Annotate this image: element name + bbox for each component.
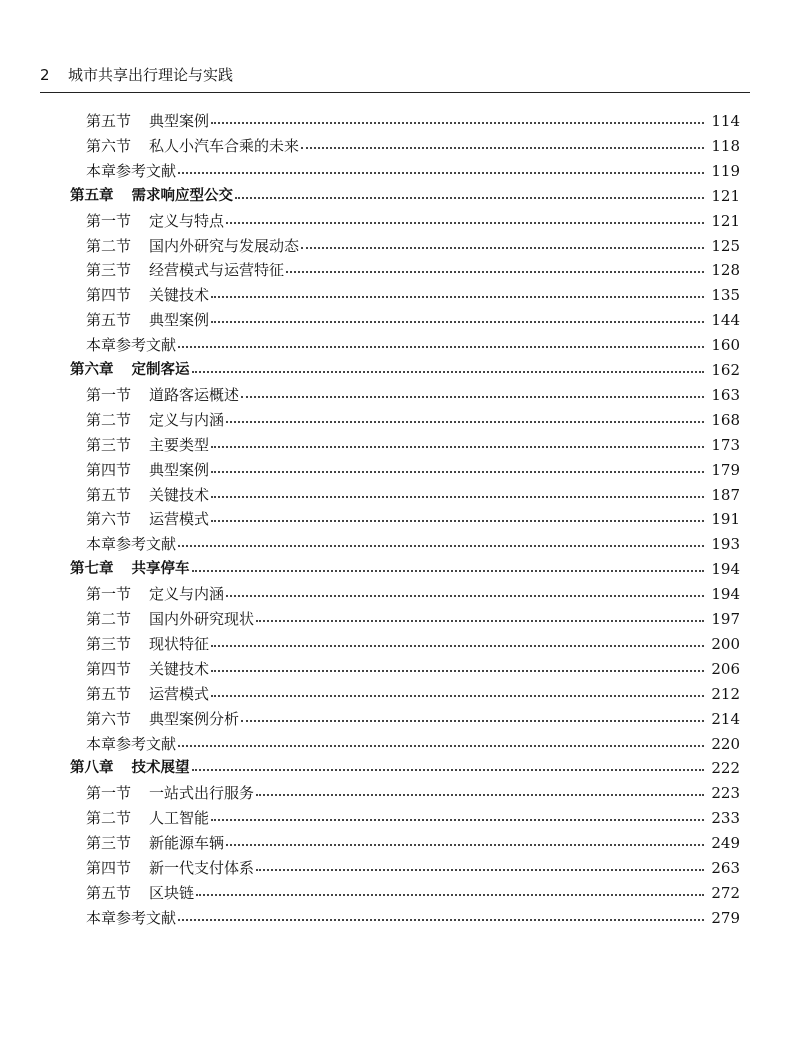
dot-leader: [178, 333, 704, 358]
toc-section-row: [86, 283, 740, 308]
toc-entry-title: 经营模式与运营特征: [149, 261, 285, 280]
dot-leader: [301, 234, 704, 259]
toc-entry-title: 关键技术: [149, 659, 210, 678]
dot-leader: [178, 732, 704, 757]
dot-leader: [211, 657, 704, 682]
toc-section-row: [86, 682, 740, 707]
toc-section-row: [86, 707, 740, 732]
toc-entry-number: 第三节: [86, 435, 132, 454]
dot-leader: [226, 831, 704, 856]
toc-entry-title: 主要类型: [149, 435, 210, 454]
toc-chapter-row: [70, 184, 740, 209]
dot-leader: [211, 433, 704, 458]
toc-page-number: 194: [711, 585, 740, 604]
toc-entry-number: 第一节: [86, 784, 132, 803]
dot-leader: [192, 756, 705, 781]
toc-chapter-row: [70, 557, 740, 582]
toc-page-number: 197: [711, 610, 740, 628]
toc-entry-number: 第一节: [86, 585, 132, 604]
toc-entry-title: 人工智能: [149, 809, 210, 828]
dot-leader: [256, 607, 704, 632]
toc-references-row: [86, 532, 740, 557]
toc-references-row: [86, 333, 740, 358]
dot-leader: [235, 184, 704, 209]
toc-entry-title: 典型案例: [149, 311, 210, 330]
toc-entry-title: 定制客运: [131, 362, 190, 378]
toc-references-row: [86, 732, 740, 757]
toc-page-number: 200: [711, 634, 740, 653]
toc-section-row: [86, 831, 740, 856]
toc-entry-number: 第一节: [86, 211, 132, 230]
dot-leader: [192, 358, 705, 383]
toc-entry-number: 第二节: [86, 809, 132, 828]
toc-entry-number: 第四节: [86, 286, 132, 305]
toc-section-row: [86, 258, 740, 283]
toc-page-number: 212: [711, 684, 740, 703]
toc-section-row: [86, 483, 740, 508]
dot-leader: [226, 582, 704, 607]
toc-section-row: [86, 806, 740, 831]
dot-leader: [178, 532, 704, 557]
toc-entry-number: 第二节: [86, 410, 132, 429]
toc-section-row: [86, 234, 740, 259]
toc-page-number: 233: [711, 809, 740, 828]
toc-section-row: [86, 856, 740, 881]
toc-entry-number: 第四节: [86, 460, 132, 479]
dot-leader: [286, 258, 704, 283]
toc-entry-title: 关键技术: [149, 485, 210, 504]
dot-leader: [241, 707, 704, 732]
dot-leader: [178, 159, 704, 184]
dot-leader: [211, 109, 704, 134]
dot-leader: [211, 632, 704, 657]
toc-entry-number: 第五节: [86, 883, 132, 902]
toc-entry-number: 第六节: [86, 510, 132, 529]
toc-entry-title: 典型案例: [149, 112, 210, 130]
toc-entry-title: 新一代支付体系: [149, 859, 255, 877]
dot-leader: [211, 458, 704, 483]
toc-page-number: 194: [711, 560, 740, 579]
dot-leader: [301, 134, 704, 159]
toc-entry-title: 一站式出行服务: [149, 784, 255, 803]
dot-leader: [192, 557, 705, 582]
toc-section-row: [86, 881, 740, 906]
dot-leader: [211, 507, 704, 532]
toc-page-number: 191: [711, 510, 740, 529]
dot-leader: [226, 209, 704, 234]
toc-page-number: 223: [711, 784, 740, 803]
toc-entry-title: 定义与内涵: [149, 585, 225, 604]
toc-page-number: 114: [711, 112, 740, 130]
toc-entry-number: 第六节: [86, 709, 132, 728]
toc-entry-title: 定义与内涵: [149, 410, 225, 429]
toc-page-number: 118: [711, 136, 740, 155]
toc-chapter-row: [70, 358, 740, 383]
toc-entry-title: 本章参考文献: [86, 734, 177, 753]
toc-page-number: 249: [711, 834, 740, 853]
toc-page-number: 128: [711, 261, 740, 280]
toc-entry-number: 第五章: [70, 187, 114, 204]
toc-section-row: [86, 781, 740, 806]
toc-page-number: 214: [711, 709, 740, 728]
toc-section-row: [86, 134, 740, 159]
toc-page-number: 193: [711, 535, 740, 554]
toc-page-number: 135: [711, 286, 740, 305]
toc-section-row: [86, 507, 740, 532]
toc-entry-title: 私人小汽车合乘的未来: [149, 136, 300, 155]
book-title: 城市共享出行理论与实践: [68, 66, 234, 84]
toc-entry-title: 典型案例分析: [149, 709, 240, 728]
dot-leader: [211, 308, 704, 333]
toc-entry-number: 第二节: [86, 236, 132, 255]
toc-page-number: 163: [711, 385, 740, 404]
toc-entry-number: 第二节: [86, 610, 132, 628]
toc-references-row: [86, 159, 740, 184]
toc-entry-title: 道路客运概述: [149, 385, 240, 404]
toc-section-row: [86, 632, 740, 657]
toc-entry-number: 第八章: [70, 760, 114, 777]
dot-leader: [196, 881, 704, 906]
dot-leader: [256, 856, 704, 881]
toc-entry-number: 第五节: [86, 112, 132, 130]
toc-entry-title: 本章参考文献: [86, 336, 177, 355]
toc-entry-number: 第五节: [86, 684, 132, 703]
toc-entry-number: 第四节: [86, 659, 132, 678]
toc-page-number: 206: [711, 659, 740, 678]
toc-page-number: 222: [711, 759, 740, 778]
page-number: 2: [40, 66, 50, 84]
toc-page-number: 168: [711, 410, 740, 429]
toc-section-row: [86, 383, 740, 408]
running-head: [40, 64, 750, 93]
toc-entry-title: 区块链: [149, 883, 195, 902]
toc-entry-title: 新能源车辆: [149, 834, 225, 853]
dot-leader: [226, 408, 704, 433]
toc-section-row: [86, 607, 740, 632]
toc-page-number: 187: [711, 485, 740, 504]
dot-leader: [211, 283, 704, 308]
toc-page-number: 179: [711, 460, 740, 479]
toc-entry-number: 第五节: [86, 485, 132, 504]
toc-chapter-row: [70, 756, 740, 781]
toc-references-row: [86, 906, 740, 931]
toc-page-number: 121: [711, 186, 740, 205]
toc-page-number: 144: [711, 311, 740, 330]
toc-section-row: [86, 582, 740, 607]
toc-page-number: 125: [711, 236, 740, 255]
toc-entry-number: 第六章: [70, 362, 114, 378]
dot-leader: [211, 483, 704, 508]
toc-page-number: 173: [711, 435, 740, 454]
toc-entry-number: 第三节: [86, 261, 132, 280]
toc-entry-title: 运营模式: [149, 510, 210, 529]
toc-entry-number: 第七章: [70, 561, 114, 578]
toc-entry-title: 技术展望: [131, 760, 190, 777]
dot-leader: [211, 682, 704, 707]
toc-page-number: 220: [711, 734, 740, 753]
toc-entry-title: 运营模式: [149, 684, 210, 703]
toc-page-number: 272: [711, 883, 740, 902]
toc-section-row: [86, 209, 740, 234]
toc-section-row: [86, 408, 740, 433]
toc-page-number: 162: [711, 361, 740, 379]
toc-section-row: [86, 657, 740, 682]
toc-entry-title: 本章参考文献: [86, 161, 177, 180]
dot-leader: [178, 906, 704, 931]
toc-entry-number: 第六节: [86, 136, 132, 155]
toc-page-number: 121: [711, 211, 740, 230]
dot-leader: [241, 383, 704, 408]
toc-entry-title: 共享停车: [131, 561, 190, 578]
toc-entry-title: 需求响应型公交: [131, 187, 233, 204]
toc-section-row: [86, 458, 740, 483]
toc-entry-number: 第一节: [86, 385, 132, 404]
toc-entry-number: 第五节: [86, 311, 132, 330]
toc-entry-title: 关键技术: [149, 286, 210, 305]
toc-entry-number: 第四节: [86, 859, 132, 877]
toc-section-row: [86, 308, 740, 333]
toc-page-number: 279: [711, 908, 740, 927]
dot-leader: [256, 781, 704, 806]
toc-section-row: [86, 433, 740, 458]
toc-section-row: [86, 109, 740, 134]
toc-entry-number: 第三节: [86, 834, 132, 853]
toc-page-number: 160: [711, 336, 740, 355]
dot-leader: [211, 806, 704, 831]
toc-entry-title: 国内外研究现状: [149, 610, 255, 628]
toc-entry-title: 定义与特点: [149, 211, 225, 230]
toc-entry-title: 本章参考文献: [86, 908, 177, 927]
toc-page-number: 263: [711, 859, 740, 877]
toc-entry-title: 现状特征: [149, 634, 210, 653]
toc-entry-title: 典型案例: [149, 460, 210, 479]
toc-page-number: 119: [711, 161, 740, 180]
toc-entry-title: 本章参考文献: [86, 535, 177, 554]
toc-entry-number: 第三节: [86, 634, 132, 653]
toc-entry-title: 国内外研究与发展动态: [149, 236, 300, 255]
